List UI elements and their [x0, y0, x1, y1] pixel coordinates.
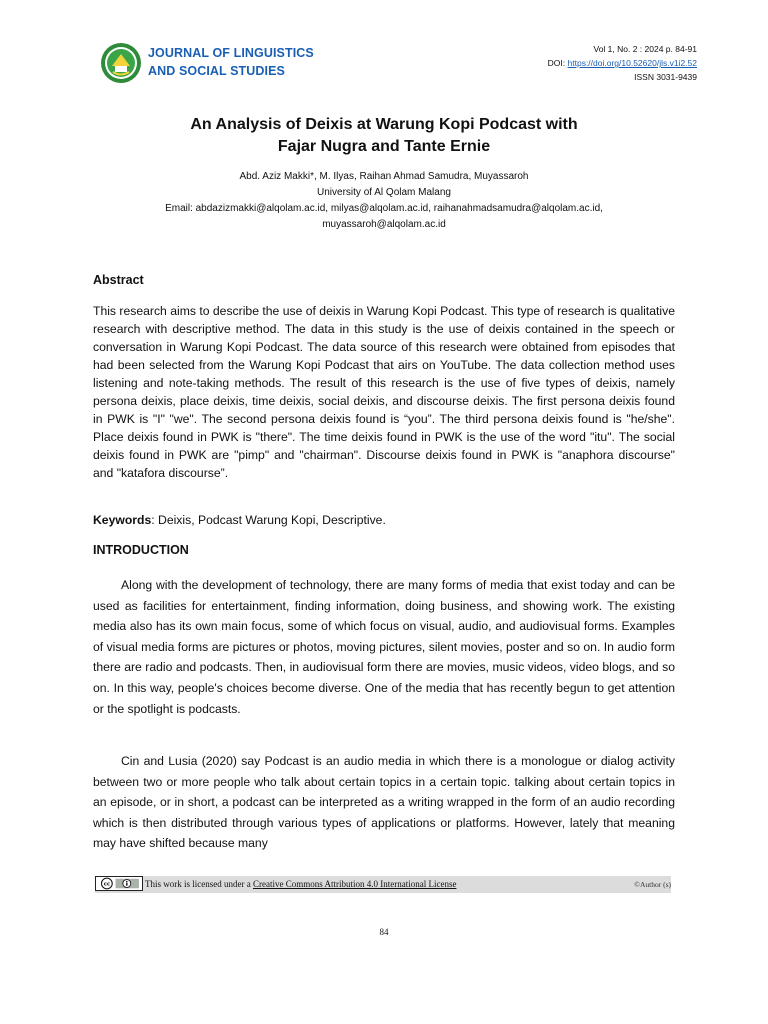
email-line-1: Email: abdazizmakki@alqolam.ac.id, milyas@alqolam.ac.id, raihanahmadsamudra@alqolam.ac.id, — [165, 203, 603, 214]
journal-name-line1: JOURNAL OF LINGUISTICS — [148, 46, 314, 60]
journal-logo-icon — [100, 42, 142, 84]
doi-line — [548, 56, 697, 70]
paper-title-line1: An Analysis of Deixis at Warung Kopi Podcast with — [190, 116, 578, 133]
creative-commons-badge-icon — [95, 876, 143, 891]
author-names: Abd. Aziz Makki*, M. Ilyas, Raihan Ahmad Samudra, Muyassaroh — [239, 171, 529, 182]
license-link[interactable]: Creative Commons Attribution 4.0 International License — [252, 879, 457, 889]
license-text — [145, 879, 456, 889]
keywords-label: Keywords — [93, 513, 152, 527]
license-bar — [95, 876, 671, 893]
email-line-2: muyassaroh@alqolam.ac.id — [322, 219, 446, 230]
abstract-text: This research aims to describe the use of deixis in Warung Kopi Podcast. This type of research is qualitative research with descriptive method. The data in this study is the use of deixis contained in the speech or conversation in Warung Kopi Podcast. The data source of this research were obtained from episodes that had been selected from the Warung Kopi Podcast that airs on YouTube. The data collection method uses listening and note-taking methods. The result of this research is the use of five types of deixis, namely persona deixis, place deixis, time deixis, social deixis, and discourse deixis. The first persona deixis found in PWK is "I" "we". The second persona deixis found is “you”. The third persona deixis found is "he/she". Place deixis found in PWK is "there". The time deixis found in PWK is the use of the word "itu". The social deixis found in PWK are "pimp" and "chairman". Discourse deixis found in PWK is "anaphora discourse" and "katafora discourse”. — [93, 304, 675, 480]
keywords-text: : Deixis, Podcast Warung Kopi, Descriptive. — [151, 513, 386, 527]
abstract-heading: Abstract — [93, 273, 144, 287]
affiliation: University of Al Qolam Malang — [317, 187, 451, 198]
svg-text:cc: cc — [103, 881, 110, 888]
keywords — [93, 511, 675, 529]
page-header — [0, 0, 768, 100]
issue-metadata — [548, 42, 697, 84]
introduction-heading: INTRODUCTION — [93, 543, 189, 557]
page-number: 84 — [379, 927, 389, 937]
journal-name-line2: AND SOCIAL STUDIES — [148, 64, 285, 78]
paper-title — [0, 114, 768, 158]
doi-label: DOI: — [547, 58, 568, 68]
doi-link[interactable]: https://doi.org/10.52620/jls.v1i2.52 — [567, 58, 697, 68]
issn: ISSN 3031-9439 — [634, 72, 697, 82]
paper-title-line2: Fajar Nugra and Tante Ernie — [277, 138, 491, 155]
journal-name — [148, 44, 314, 80]
volume-info: Vol 1, No. 2 : 2024 p. 84-91 — [593, 44, 697, 54]
introduction-paragraph-1: Along with the development of technology, there are many forms of media that exist today and can be used as facilities for entertainment, finding information, doing business, and showing work. The existing media also has its own main focus, some of which focus on visual, audio, and audiovisual forms. Examples of visual media forms are pictures or photos, moving pictures, silent movies, poster and so on. In audio form there are radio and podcasts. Then, in audiovisual form there are movies, music videos, video blogs, and so on. In this way, people's choices become diverse. One of the media that has recently begun to get attention or the spotlight is podcasts. — [93, 578, 675, 716]
author-block — [0, 169, 768, 233]
license-prefix: This work is licensed under a — [145, 879, 253, 889]
introduction-paragraph-2: Cin and Lusia (2020) say Podcast is an audio media in which there is a monologue or dialog activity between two or more people who talk about certain topics in a certain topic. talking about certain topics in an episode, or in short, a podcast can be interpreted as a writing wrapped in the form of an audio recording which is then distributed through various types of applications or platforms. However, lately that meaning may have shifted because many — [93, 754, 675, 851]
author-copyright: ©Author (s) — [634, 880, 671, 889]
